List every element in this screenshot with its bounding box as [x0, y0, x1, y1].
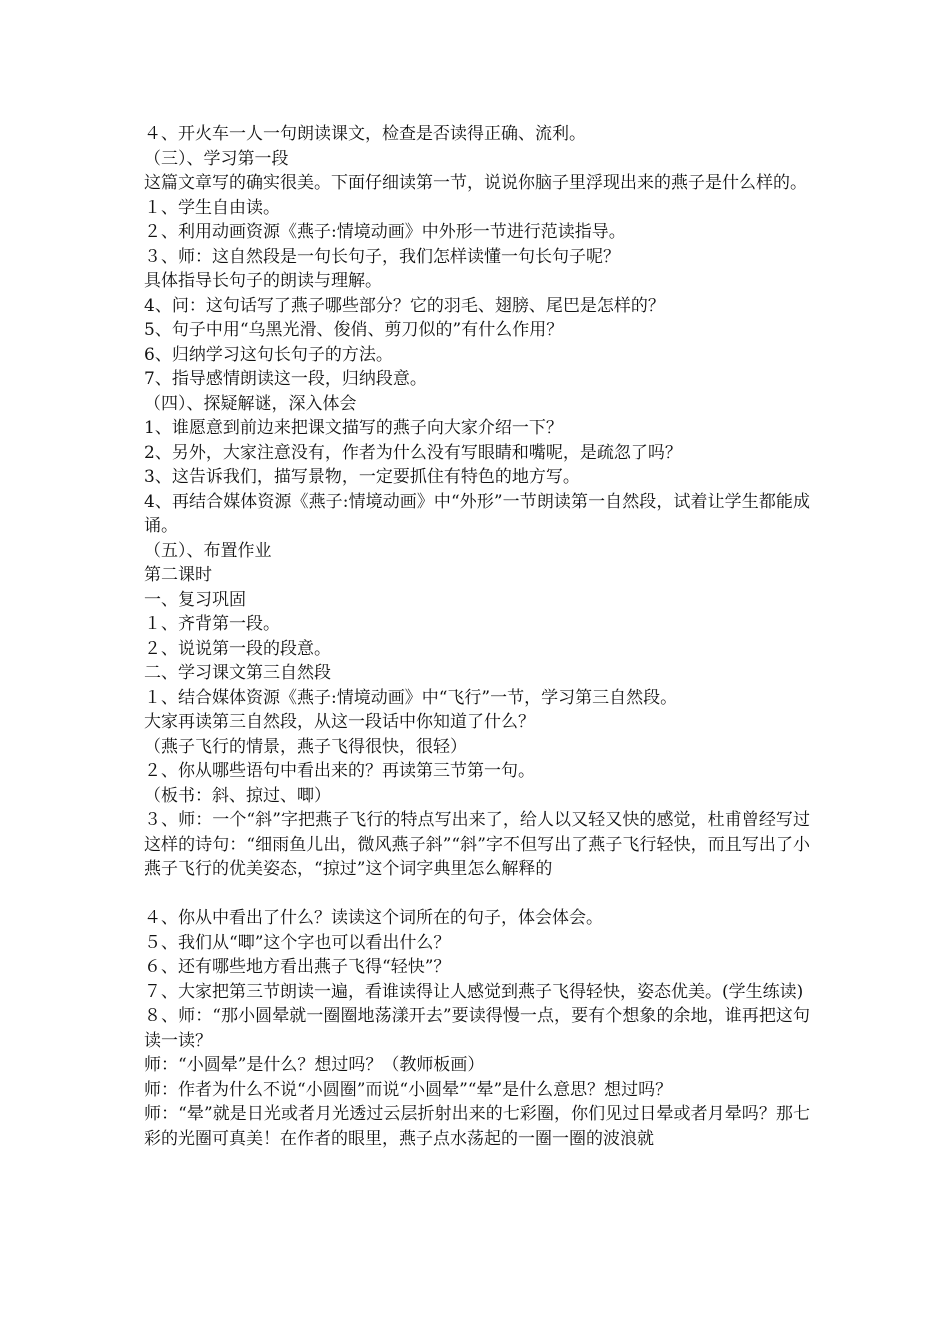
section-heading-5: （五）、布置作业 — [144, 540, 272, 561]
text-line-11: 7、指导感情朗读这一段，归纳段意。 — [144, 369, 427, 389]
text-line-10: 6、归纳学习这句长句子的方法。 — [144, 344, 393, 365]
text-line-13: 1、谁愿意到前边来把课文描写的燕子向大家介绍一下？ — [144, 418, 563, 438]
text-line-1: ４、开火车一人一句朗读课文，检查是否读得正确、流利。 — [144, 124, 586, 144]
text-line-5: ２、利用动画资源《燕子:情境动画》中外形一节进行范读指导。 — [144, 222, 626, 242]
text-line-8: 4、问：这句话写了燕子哪些部分？它的羽毛、翅膀、尾巴是怎样的？ — [144, 295, 665, 316]
text-line-27: （板书：斜、掠过、唧） — [144, 785, 331, 806]
text-line-28: ３、师：一个“斜”字把燕子飞行的特点写出来了，给人以又轻又快的感觉，杜甫曾经写过这样的诗句：“细雨鱼儿出，微风燕子斜”“斜”字不但写出了燕子飞行轻快，而且写出了小燕子飞行的优美姿态，“掠过”这个词字典里怎么解释的 — [144, 810, 810, 879]
text-line-33: ７、大家把第三节朗读一遍，看谁读得让人感觉到燕子飞得轻快，姿态优美。(学生练读) — [144, 981, 804, 1002]
text-line-7: 具体指导长句子的朗读与理解。 — [144, 271, 382, 291]
text-line-9: 5、句子中用“乌黑光滑、俊俏、剪刀似的”有什么作用？ — [144, 320, 564, 340]
blank-line — [144, 882, 810, 907]
text-line-20: １、齐背第一段。 — [144, 614, 280, 634]
part-heading-1: 一、复习巩固 — [144, 589, 246, 610]
text-line-32: ６、还有哪些地方看出燕子飞得“轻快”？ — [144, 957, 451, 977]
text-line-23: １、结合媒体资源《燕子:情境动画》中“飞行”一节，学习第三自然段。 — [144, 687, 678, 708]
text-line-24: 大家再读第三自然段，从这一段话中你知道了什么？ — [144, 712, 535, 732]
text-line-36: 师：作者为什么不说“小圆圈”而说“小圆晕”“晕”是什么意思？想过吗？ — [144, 1079, 673, 1100]
text-line-6: ３、师：这自然段是一句长句子，我们怎样读懂一句长句子呢？ — [144, 246, 620, 267]
part-heading-2: 二、学习课文第三自然段 — [144, 663, 331, 683]
section-heading-3: （三）、学习第一段 — [144, 148, 289, 169]
text-line-14: 2、另外，大家注意没有，作者为什么没有写眼睛和嘴呢，是疏忽了吗？ — [144, 442, 682, 463]
text-line-30: ４、你从中看出了什么？读读这个词所在的句子，体会体会。 — [144, 908, 603, 928]
text-line-21: ２、说说第一段的段意。 — [144, 638, 331, 659]
lesson-heading-2: 第二课时 — [144, 565, 212, 585]
text-line-26: ２、你从哪些语句中看出来的？再读第三节第一句。 — [144, 761, 535, 781]
section-heading-4: （四）、探疑解谜，深入体会 — [144, 393, 357, 414]
document-body — [144, 122, 810, 1151]
text-line-37: 师：“晕”就是日光或者月光透过云层折射出来的七彩圈，你们见过日晕或者月晕吗？那七彩的光圈可真美！在作者的眼里，燕子点水荡起的一圈一圈的波浪就 — [144, 1104, 810, 1149]
text-line-4: １、学生自由读。 — [144, 197, 280, 218]
text-line-16: 4、再结合媒体资源《燕子:情境动画》中“外形”一节朗读第一自然段，试着让学生都能成诵。 — [144, 491, 810, 536]
text-line-15: 3、这告诉我们，描写景物，一定要抓住有特色的地方写。 — [144, 467, 580, 487]
text-line-3: 这篇文章写的确实很美。下面仔细读第一节，说说你脑子里浮现出来的燕子是什么样的。 — [144, 173, 807, 193]
text-line-25: （燕子飞行的情景，燕子飞得很快，很轻） — [144, 736, 467, 757]
text-line-35: 师：“小圆晕”是什么？想过吗？（教师板画） — [144, 1055, 485, 1075]
text-line-31: ５、我们从“唧”这个字也可以看出什么？ — [144, 932, 451, 953]
text-line-34: ８、师：“那小圆晕就一圈圈地荡漾开去”要读得慢一点，要有个想象的余地，谁再把这句读一读？ — [144, 1006, 810, 1051]
